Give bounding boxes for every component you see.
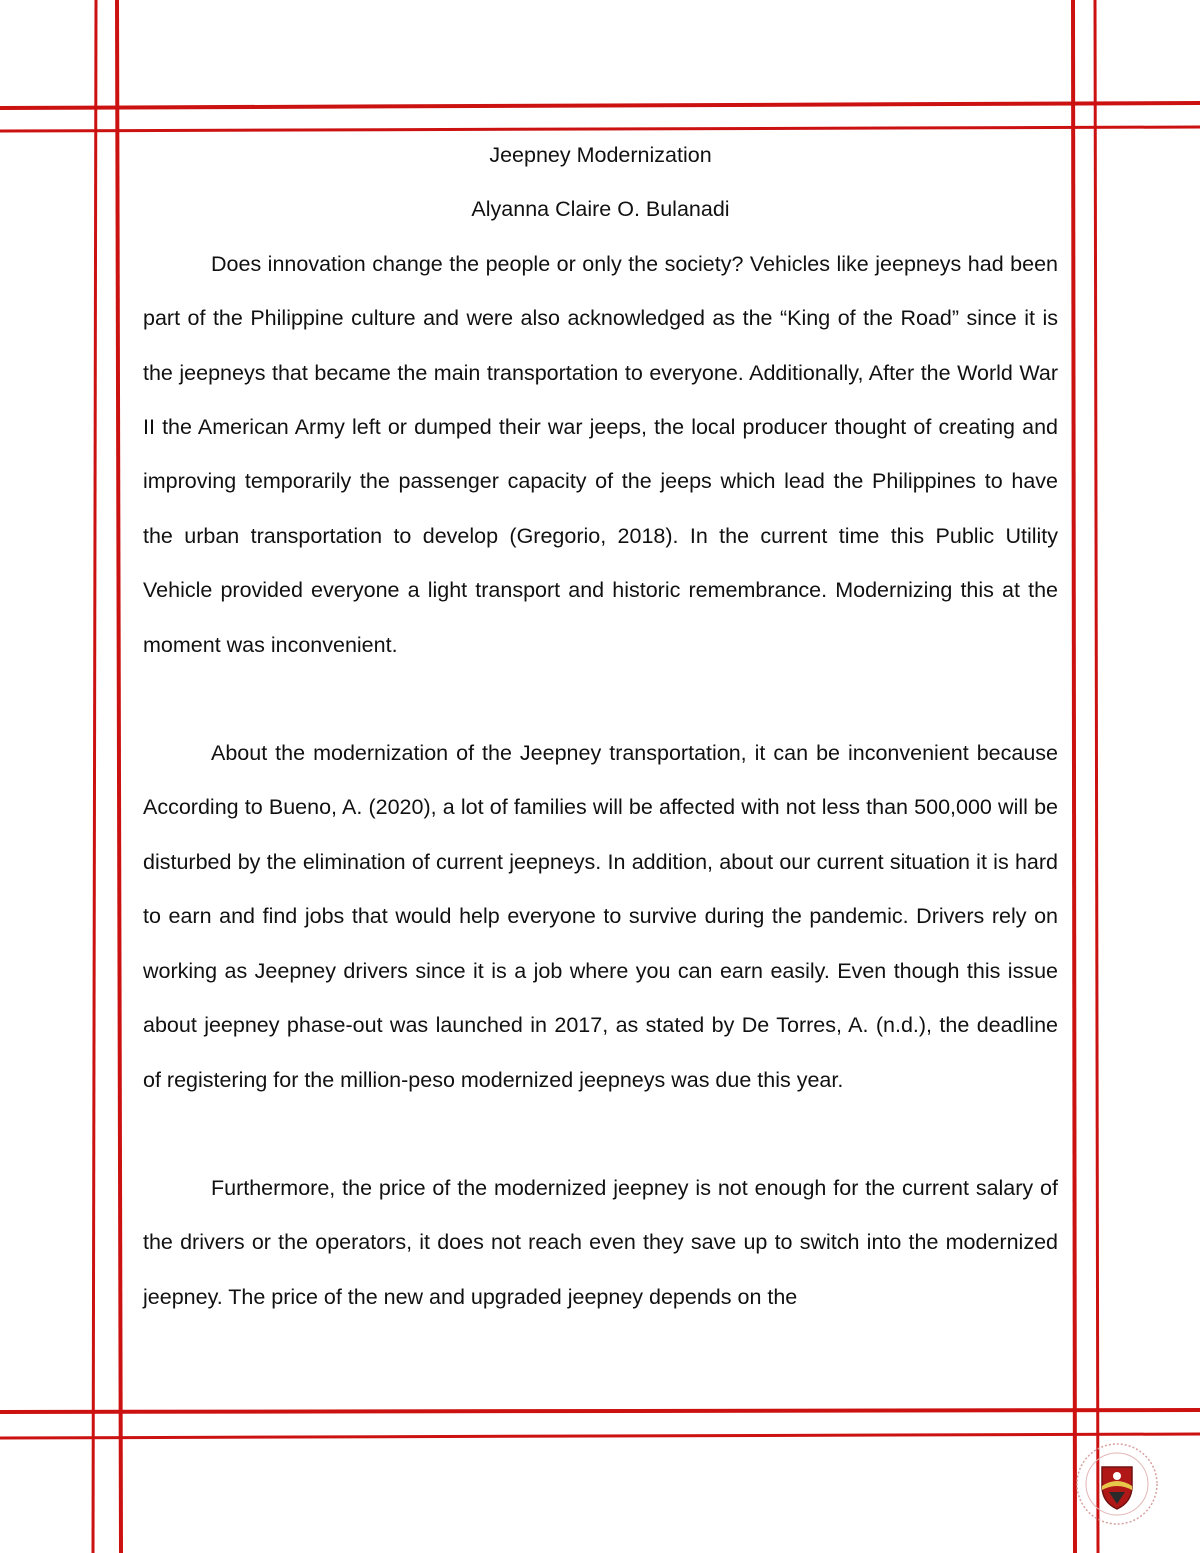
border-line-bottom-2 <box>0 1434 1200 1438</box>
border-line-top-1 <box>0 103 1200 108</box>
border-line-left-1 <box>93 0 96 1553</box>
document-author: Alyanna Claire O. Bulanadi <box>471 197 730 222</box>
paragraph-1: Does innovation change the people or only the society? Vehicles like jeepneys had been part of the Philippine culture and were also acknowledged as the “King of the Road” since it is the jeepneys that became the main transportation to everyone. Additionally, After the World War II the American Army left or dumped their war jeeps, the local producer thought of creating and improving temporarily the passenger capacity of the jeeps which lead the Philippines to have the urban transportation to develop (Gregorio, 2018). In the current time this Public Utility Vehicle provided everyone a light transport and historic remembrance. Modernizing this at the moment was inconvenient. <box>143 251 1058 657</box>
document-body <box>143 128 1058 1324</box>
border-line-right-1 <box>1073 0 1075 1553</box>
school-seal-icon <box>1073 1440 1161 1528</box>
paragraph-2: About the modernization of the Jeepney transportation, it can be inconvenient because According to Bueno, A. (2020), a lot of families will be affected with not less than 500,000 will be disturbed by the elimination of current jeepneys. In addition, about our current situation it is hard to earn and find jobs that would help everyone to survive during the pandemic. Drivers rely on working as Jeepney drivers since it is a job where you can earn easily. Even though this issue about jeepney phase-out was launched in 2017, as stated by De Torres, A. (n.d.), the deadline of registering for the million-peso modernized jeepneys was due this year. <box>143 741 1058 1092</box>
paragraph-3: Furthermore, the price of the modernized jeepney is not enough for the current salary of the drivers or the operators, it does not reach even they save up to switch into the modernized jeepney. The price of the new and upgraded jeepney depends on the <box>143 1175 1058 1309</box>
document-title: Jeepney Modernization <box>489 143 712 167</box>
border-line-bottom-1 <box>0 1410 1200 1412</box>
border-line-left-2 <box>117 0 121 1553</box>
border-line-right-2 <box>1095 0 1098 1553</box>
